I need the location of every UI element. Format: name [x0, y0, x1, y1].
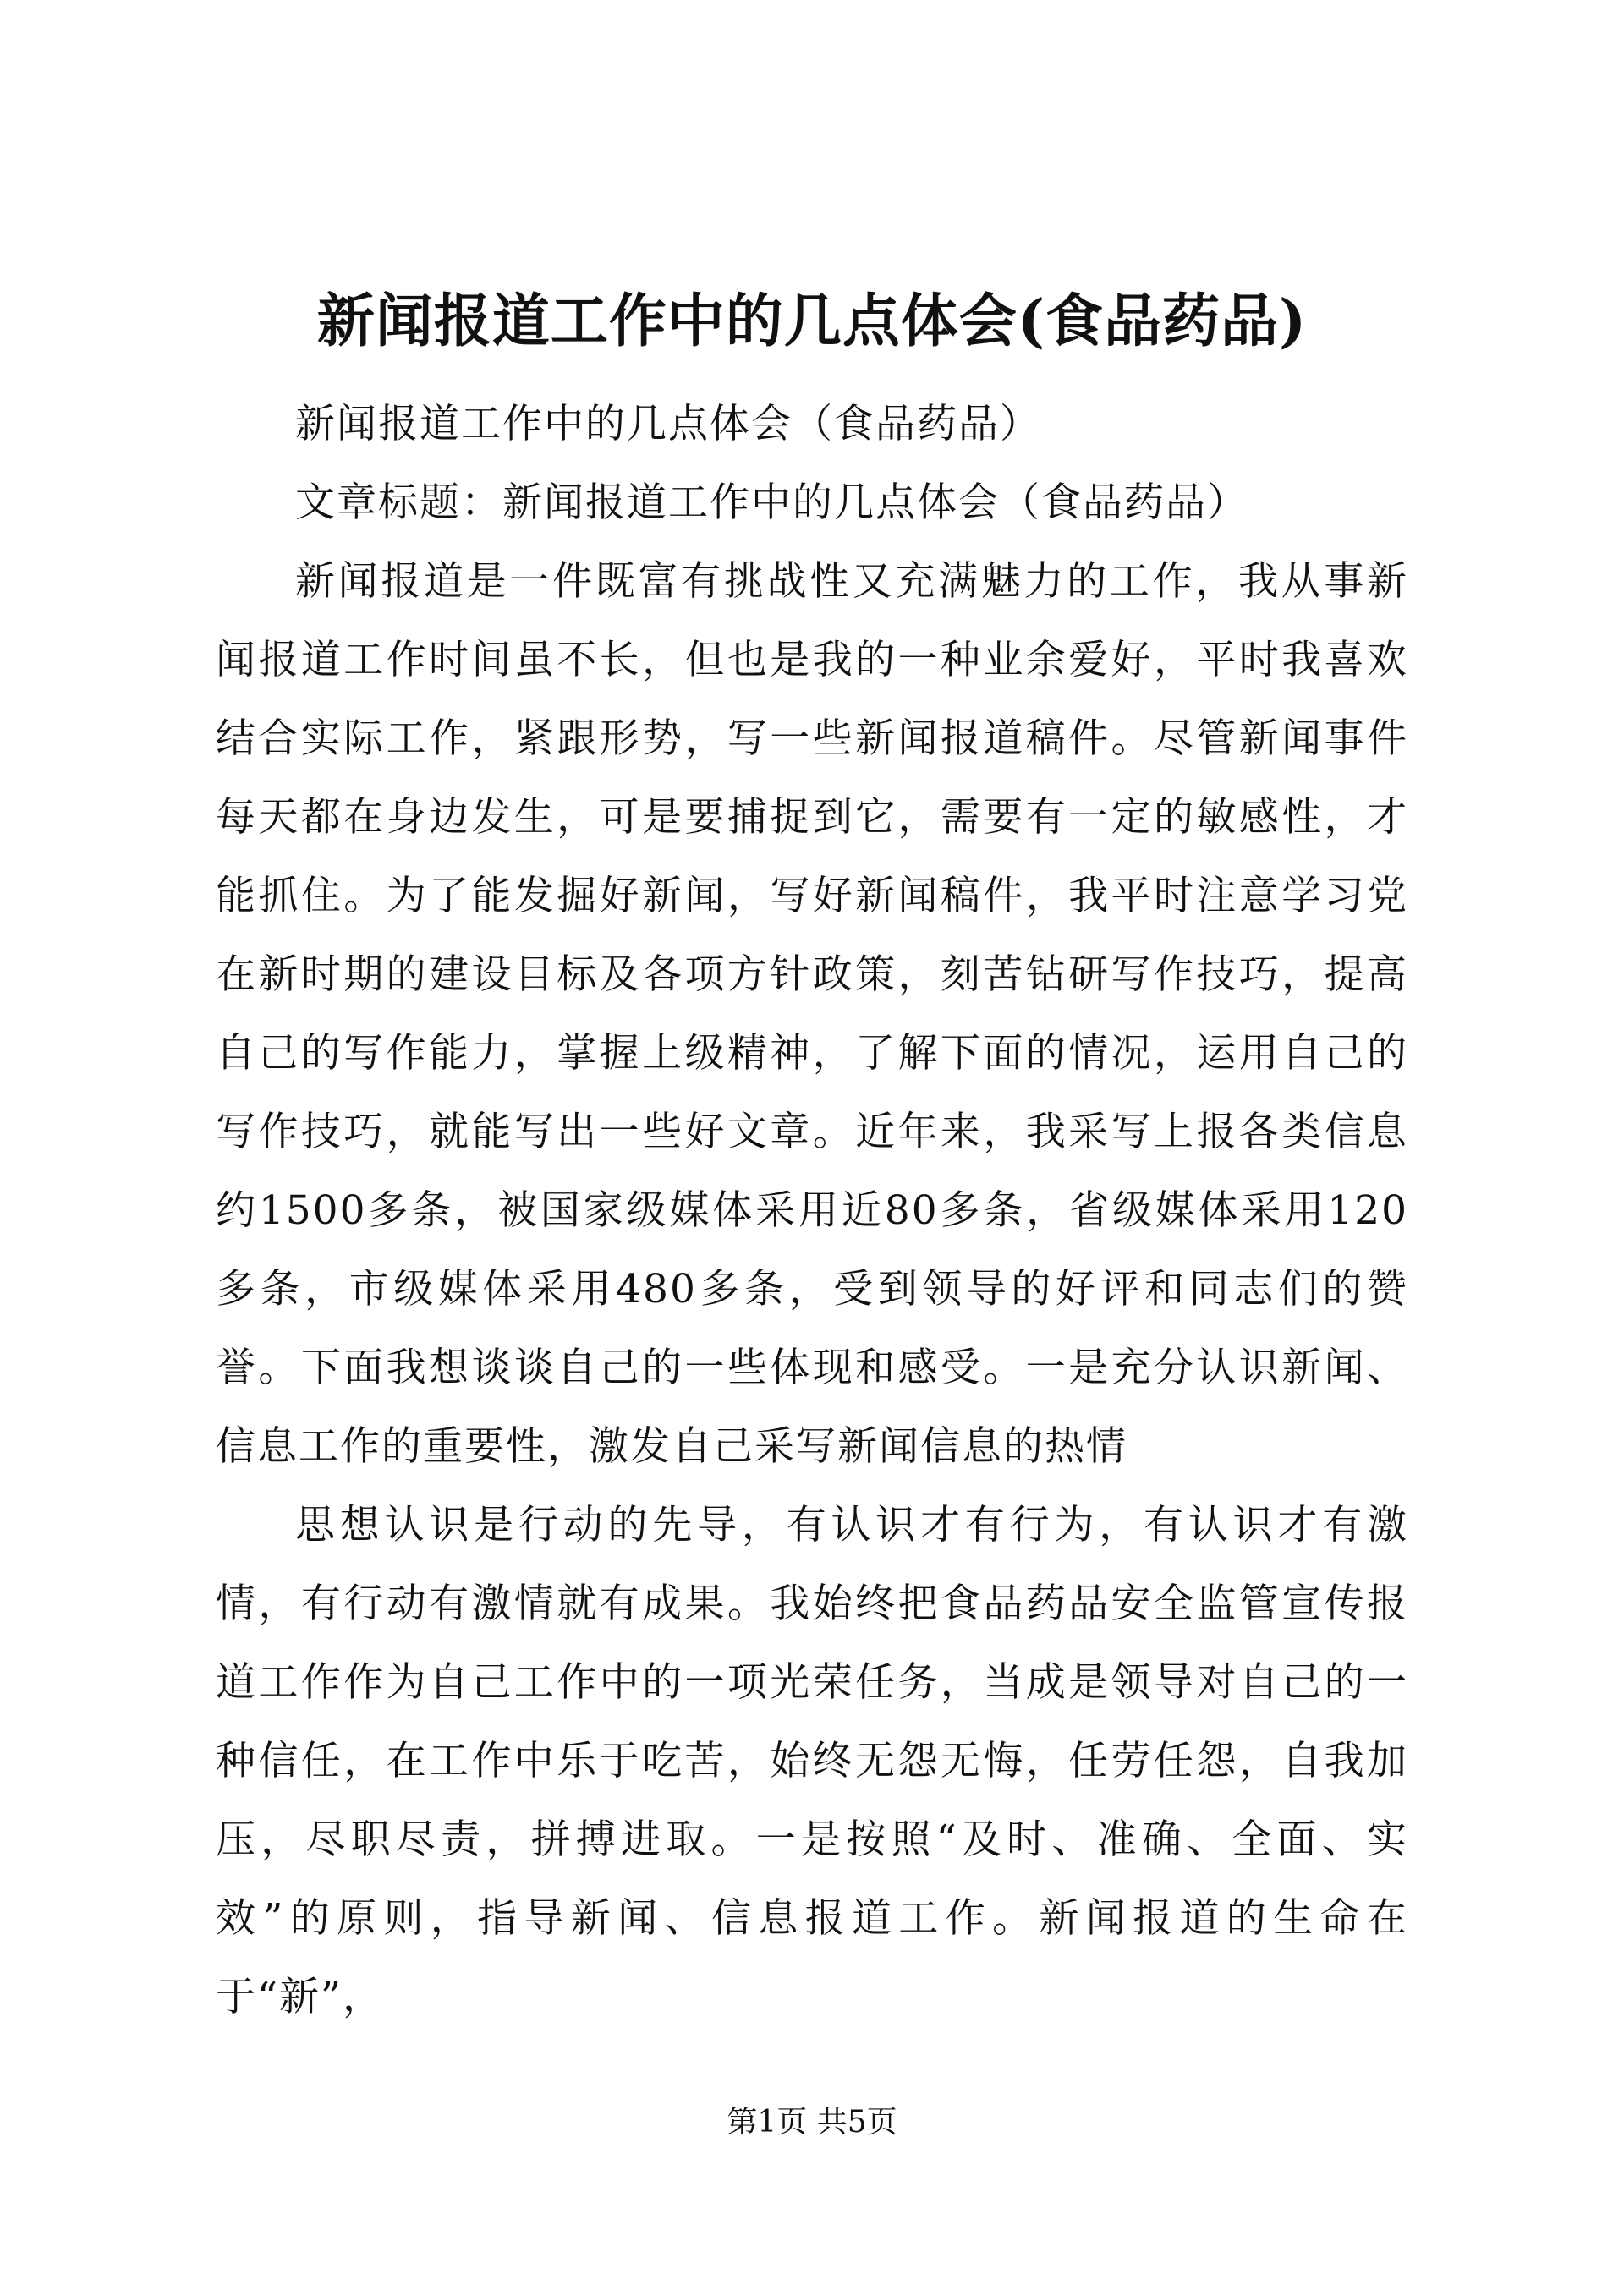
document-title: 新闻报道工作中的几点体会(食品药品)	[316, 288, 1308, 355]
document-body	[216, 385, 1408, 2036]
article-title-paragraph: 文章标题：新闻报道工作中的几点体会（食品药品）	[295, 479, 1248, 526]
body-paragraph-2: 思想认识是行动的先导，有认识才有行为，有认识才有激情，有行动有激情就有成果。我始终把食品药品安全监管宣传报道工作作为自己工作中的一项光荣任务，当成是领导对自己的一种信任，在工作中乐于吃苦，始终无怨无悔，任劳任怨，自我加压，尽职尽责，拼搏进取。一是按照“及时、准确、全面、实效”的原则，指导新闻、信息报道工作。新闻报道的生命在于“新”，	[216, 1502, 1408, 2020]
page-footer: 第1页 共5页	[727, 2105, 897, 2140]
body-paragraph-1: 新闻报道是一件既富有挑战性又充满魅力的工作，我从事新闻报道工作时间虽不长，但也是我的一种业余爱好，平时我喜欢结合实际工作，紧跟形势，写一些新闻报道稿件。尽管新闻事件每天都在身边发生，可是要捕捉到它，需要有一定的敏感性，才能抓住。为了能发掘好新闻，写好新闻稿件，我平时注意学习党在新时期的建设目标及各项方针政策，刻苦钻研写作技巧，提高自己的写作能力，掌握上级精神，了解下面的情况，运用自己的写作技巧，就能写出一些好文章。近年来，我采写上报各类信息约1500多条，被国家级媒体采用近80多条，省级媒体采用120多条，市级媒体采用480多条，受到领导的好评和同志们的赞誉。下面我想谈谈自己的一些体现和感受。一是充分认识新闻、信息工作的重要性，激发自己采写新闻信息的热情	[216, 558, 1408, 1470]
subtitle-paragraph: 新闻报道工作中的几点体会（食品药品）	[295, 401, 1041, 447]
